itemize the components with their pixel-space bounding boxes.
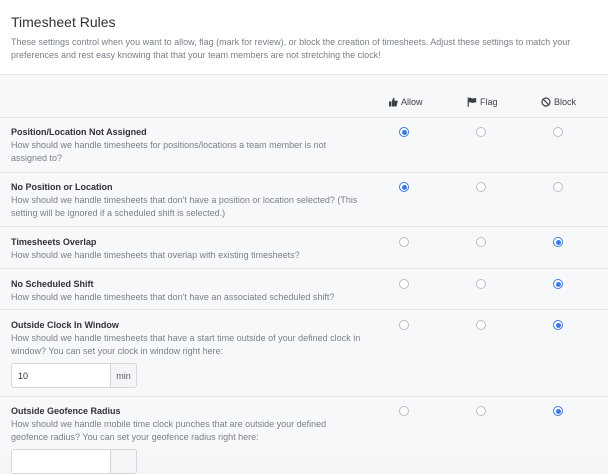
rule-3-block-radio[interactable] xyxy=(553,237,563,247)
column-allow xyxy=(388,97,423,107)
column-flag-label: Flag xyxy=(480,97,498,107)
rule-title: Position/Location Not Assigned xyxy=(11,127,147,137)
rule-1-flag-radio[interactable] xyxy=(476,127,486,137)
rule-title: No Scheduled Shift xyxy=(11,279,94,289)
divider xyxy=(0,309,608,310)
rule-description: How should we handle mobile time clock punches that are outside your defined geofence radius? You can set your geofence radius right here: xyxy=(11,419,327,442)
rule-5-block-radio[interactable] xyxy=(553,320,563,330)
rule-title: Outside Geofence Radius xyxy=(11,406,121,416)
rule-6-flag-radio[interactable] xyxy=(476,406,486,416)
rule-5-allow-radio[interactable] xyxy=(399,320,409,330)
rule-description: How should we handle timesheets that overlap with existing timesheets? xyxy=(11,250,300,260)
rule-4-block-radio[interactable] xyxy=(553,279,563,289)
rule-description: How should we handle timesheets that don't have a position or location selected? (This setting will be ignored if a scheduled shift is selected.) xyxy=(11,195,358,218)
divider xyxy=(0,396,608,397)
rule-2-allow-radio[interactable] xyxy=(399,182,409,192)
rule-3-flag-radio[interactable] xyxy=(476,237,486,247)
column-allow-label: Allow xyxy=(401,97,423,107)
column-flag xyxy=(467,97,498,107)
flag-icon xyxy=(467,97,477,107)
clock-in-window-input-group xyxy=(11,363,137,388)
block-icon xyxy=(541,97,551,107)
rule-1-allow-radio[interactable] xyxy=(399,127,409,137)
rule-description: How should we handle timesheets that don't have an associated scheduled shift? xyxy=(11,292,335,302)
page-title: Timesheet Rules xyxy=(11,14,116,30)
rule-3-allow-radio[interactable] xyxy=(399,237,409,247)
divider xyxy=(0,117,608,118)
page-description: These settings control when you want to allow, flag (mark for review), or block the creation of timesheets. Adjust these settings to match your preferences and rest easy knowing that that your team members are not stretching the clock! xyxy=(11,37,571,60)
column-block-label: Block xyxy=(554,97,577,107)
rule-4-flag-radio[interactable] xyxy=(476,279,486,289)
rule-6-block-radio[interactable] xyxy=(553,406,563,416)
rule-6-allow-radio[interactable] xyxy=(399,406,409,416)
thumbs-up-icon xyxy=(388,97,398,107)
rule-title: No Position or Location xyxy=(11,182,113,192)
clock-in-window-input[interactable] xyxy=(12,364,110,387)
rule-description: How should we handle timesheets for positions/locations a team member is not assigned to? xyxy=(11,140,327,163)
rule-title: Outside Clock In Window xyxy=(11,320,119,330)
page-header xyxy=(0,0,608,75)
rule-4-allow-radio[interactable] xyxy=(399,279,409,289)
unit-label: min xyxy=(110,364,136,387)
rule-description: How should we handle timesheets that have a start time outside of your defined clock in window? You can set your clock in window right here: xyxy=(11,333,361,356)
rule-title: Timesheets Overlap xyxy=(11,237,97,247)
rule-2-flag-radio[interactable] xyxy=(476,182,486,192)
divider xyxy=(0,268,608,269)
rule-2-block-radio[interactable] xyxy=(553,182,563,192)
rule-5-flag-radio[interactable] xyxy=(476,320,486,330)
unit-addon xyxy=(110,450,136,473)
rule-1-block-radio[interactable] xyxy=(553,127,563,137)
geofence-radius-input-group xyxy=(11,449,137,474)
geofence-radius-input[interactable] xyxy=(12,450,110,473)
column-block xyxy=(541,97,576,107)
divider xyxy=(0,172,608,173)
divider xyxy=(0,226,608,227)
